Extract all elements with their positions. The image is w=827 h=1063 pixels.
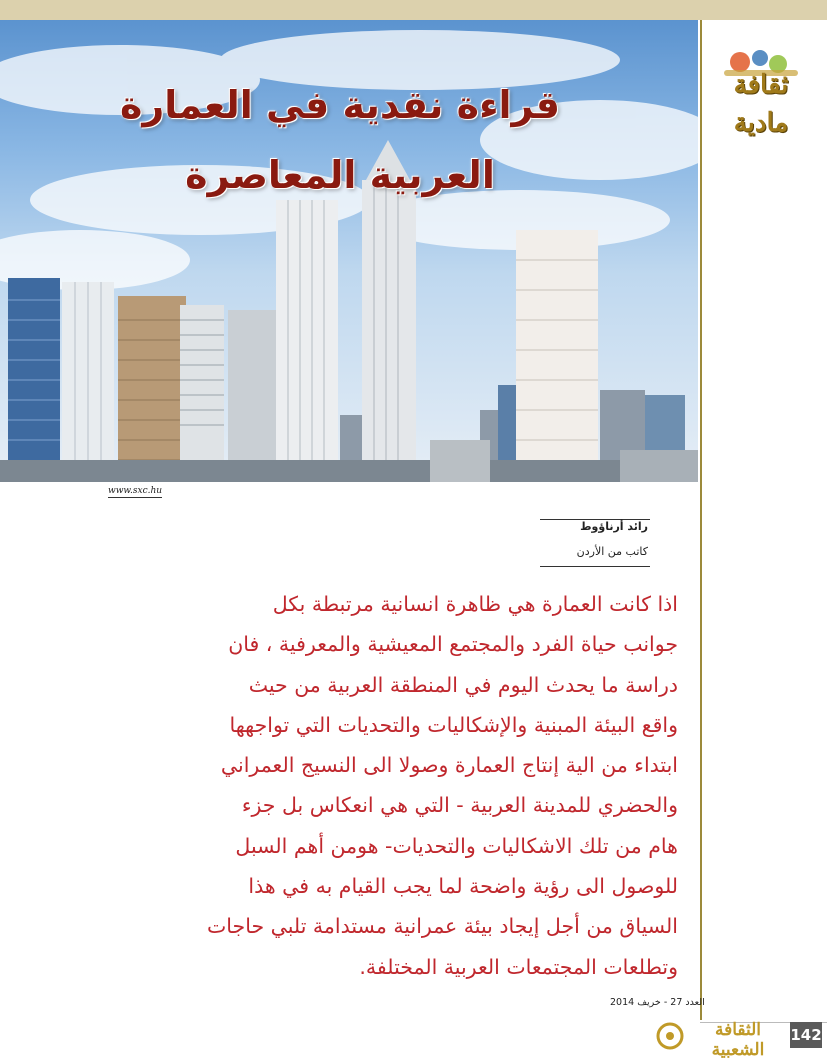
title-line-2: العربية المعاصرة [185,153,495,197]
article-line: والحضري للمدينة العربية - التي هي انعكاس بل جزء [241,793,678,818]
article-line: اذا كانت العمارة هي ظاهرة انسانية مرتبطة بكل [272,592,678,616]
article-line: جوانب حياة الفرد والمجتمع المعيشية والمعرفية ، فان [228,632,678,657]
section-logo [716,42,806,154]
top-band [0,0,827,20]
magazine-name: الثقافة الشعبية [711,1020,765,1060]
title-line-1: قراءة نقدية في العمارة [119,83,561,127]
article-title [60,70,620,210]
article-line: ابتداء من الية إنتاج العمارة وصولا الى النسيج العمراني [220,753,678,778]
image-credit: www.sxc.hu [108,486,163,496]
skyline-photo [0,20,698,482]
article-body [95,584,678,987]
section-logo-line-2: مادية [733,108,789,138]
article-line: السياق من أجل إيجاد بيئة عمرانية مستدامة تلبي حاجات [206,914,678,939]
article-line: دراسة ما يحدث اليوم في المنطقة العربية من حيث [248,672,678,697]
issue-label: العدد 27 - خريف 2014 [610,997,705,1008]
author-role: كاتب من الأردن [576,545,648,558]
article-line: واقع البيئة المبنية والإشكاليات والتحديات التي تواجهها [229,712,678,737]
vertical-rule [700,20,702,1020]
section-logo-line-1: ثقافة [733,70,789,100]
author-rule-bottom [540,566,650,567]
page-number: 142 [790,1022,822,1048]
article-line: هام من تلك الاشكاليات والتحديات- هومن أهم السبل [235,833,678,858]
article-line: للوصول الى رؤية واضحة لما يجب القيام به في هذا [248,874,678,899]
article-line: وتطلعات المجتمعات العربية المختلفة. [359,954,678,979]
author-name: رائد أرناؤوط [580,520,648,533]
